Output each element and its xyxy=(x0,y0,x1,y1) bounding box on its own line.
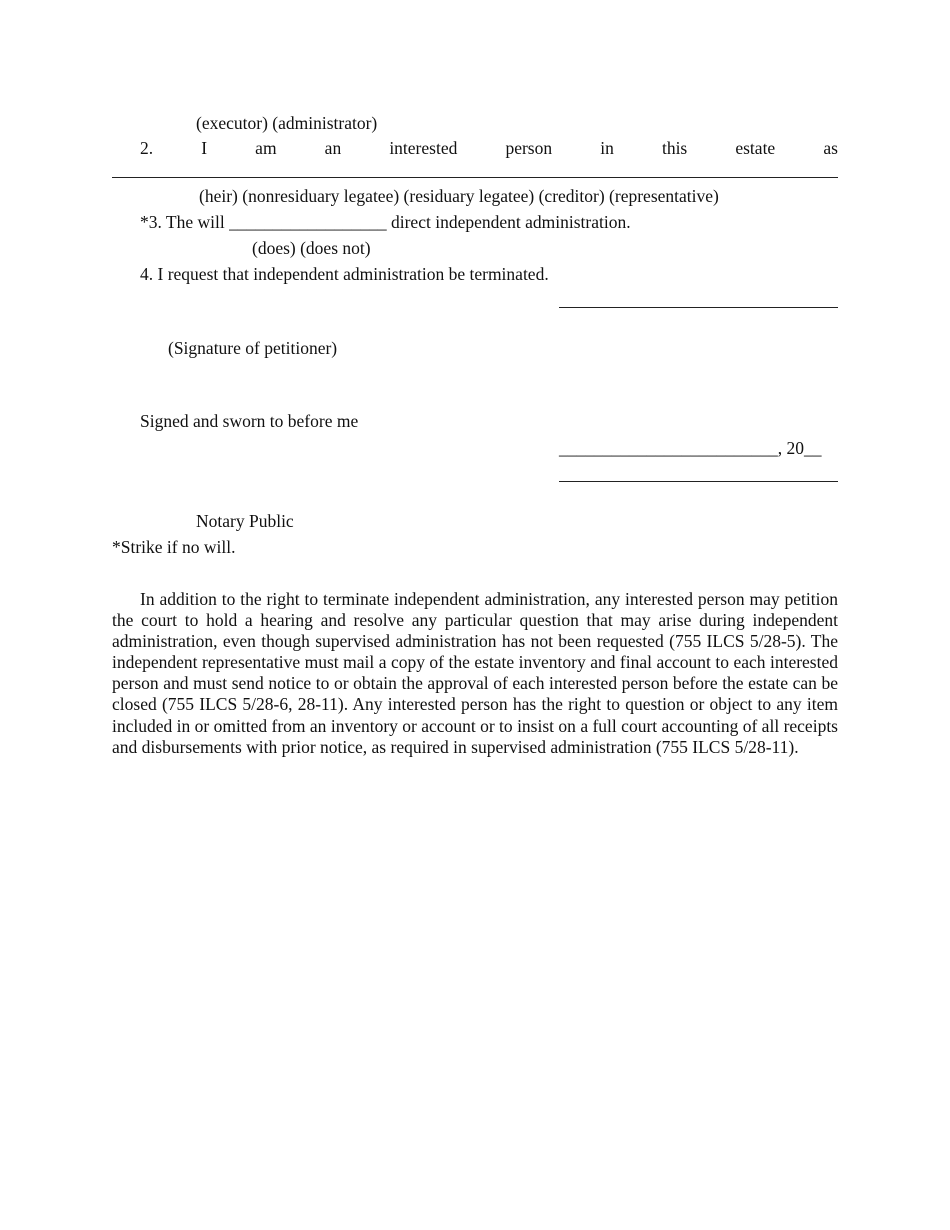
item-2-line xyxy=(140,138,838,158)
signature-line[interactable] xyxy=(559,307,838,308)
notary-label: Notary Public xyxy=(196,511,294,531)
item-2-word: am xyxy=(255,138,277,158)
notary-signature-line[interactable] xyxy=(559,481,838,482)
sworn-date-line[interactable]: _________________________, 20__ xyxy=(559,438,822,458)
capacity-fill-line[interactable] xyxy=(112,177,838,178)
item-2-word: as xyxy=(823,138,838,158)
information-paragraph: In addition to the right to terminate independent administration, any interested person may petition the court to hold a hearing and resolve any particular question that may arise during independent administration, even though supervised administration has not been requested (755 ILCS 5/28-5). The independent representative must mail a copy of the estate inventory and final account to each interested person and must send notice to or obtain the approval of each interested person before the estate can be closed (755 ILCS 5/28-6, 28-11). Any interested person has the right to question or object to any item included in or omitted from an inventory or account or to insist on a full court accounting of all receipts and disbursements with prior notice, as required in supervised administration (755 ILCS 5/28-11). xyxy=(112,589,838,757)
item-3-text: *3. The will __________________ direct independent administration. xyxy=(140,212,631,232)
item-2-word: 2. xyxy=(140,138,154,158)
item-2-word: this xyxy=(661,138,688,158)
footnote: *Strike if no will. xyxy=(112,537,236,557)
sworn-text: Signed and sworn to before me xyxy=(140,411,359,431)
signature-label: (Signature of petitioner) xyxy=(168,338,338,358)
item-2-word: person xyxy=(505,138,553,158)
role-options-label: (executor) (administrator) xyxy=(196,113,378,133)
capacity-options-label: (heir) (nonresiduary legatee) (residuary legatee) (creditor) (representative) xyxy=(199,186,719,206)
item-2-word: interested xyxy=(389,138,458,158)
item-2-word: I xyxy=(201,138,208,158)
item-2-word: in xyxy=(600,138,614,158)
item-4-text: 4. I request that independent administration be terminated. xyxy=(140,264,549,284)
will-options-label: (does) (does not) xyxy=(252,238,371,258)
item-2-word: an xyxy=(324,138,342,158)
item-2-word: estate xyxy=(735,138,776,158)
